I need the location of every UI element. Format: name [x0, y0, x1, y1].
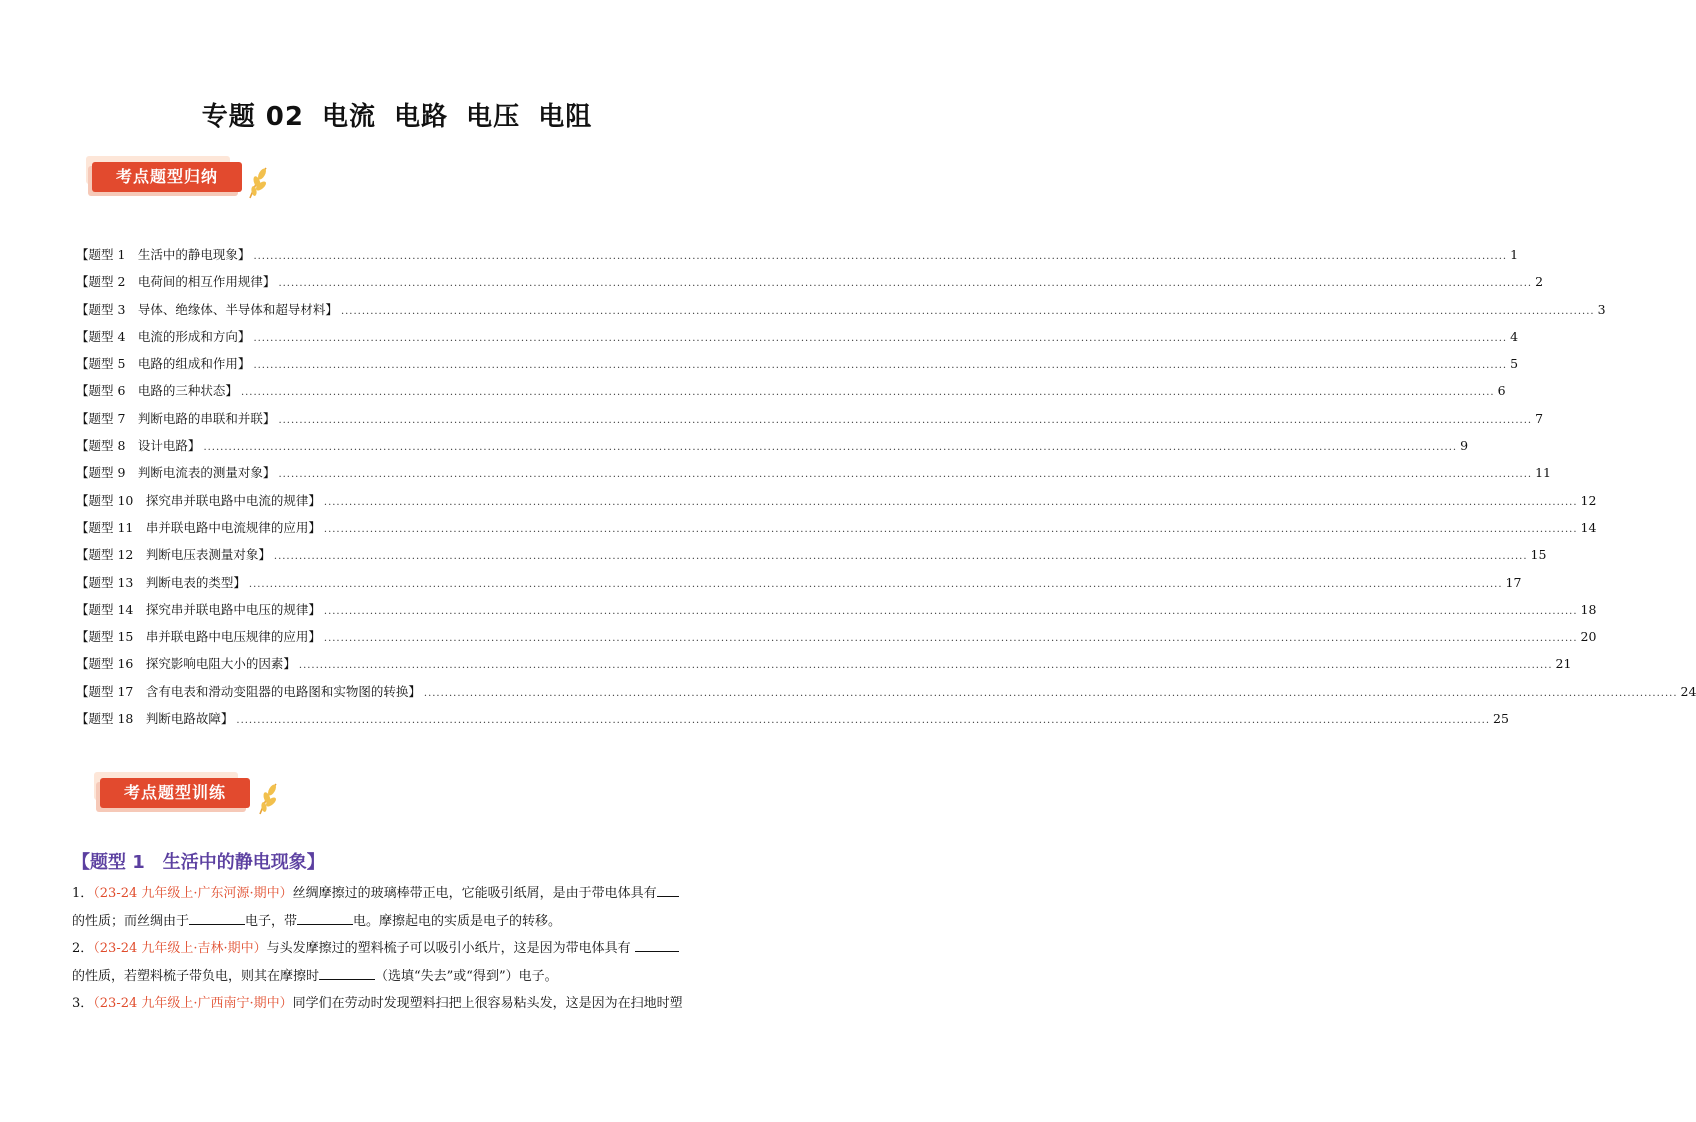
toc-leader-dots: ............................................................................................................................................................................................................................................................................................................	[248, 578, 1503, 590]
question-text: 的性质，若塑料梳子带负电，则其在摩擦时	[72, 969, 320, 984]
toc-entry-page: 14	[1580, 519, 1597, 535]
question-source: （23-24 九年级上·广西南宁·期中）	[93, 996, 293, 1011]
toc-entry[interactable]	[76, 623, 1597, 650]
toc-leader-dots: ............................................................................................................................................................................................................................................................................................................	[423, 687, 1678, 699]
toc-entry-label: 【题型 15 串并联电路中电压规律的应用】	[76, 629, 321, 645]
question-3	[72, 990, 722, 1018]
toc-entry-page: 12	[1580, 492, 1597, 508]
question-text: 与头发摩擦过的塑料梳子可以吸引小纸片，这是因为带电体具有	[266, 941, 631, 956]
title-word-resistance: 电阻	[538, 102, 593, 132]
wheat-leaf-icon	[246, 164, 270, 200]
toc-entry-page: 24	[1680, 683, 1696, 699]
question-number: 1．	[72, 886, 94, 901]
toc-entry-page: 1	[1510, 247, 1519, 262]
toc-entry-label: 【题型 6 电路的三种状态】	[76, 383, 238, 399]
question-text: （选填“失去”或“得到”）电子。	[375, 969, 558, 984]
toc-entry-page: 15	[1530, 547, 1547, 563]
toc-entry-label: 【题型 17 含有电表和滑动变阻器的电路图和实物图的转换】	[76, 683, 421, 699]
toc-entry-label: 【题型 13 判断电表的类型】	[76, 574, 246, 590]
toc-entry[interactable]	[76, 241, 1519, 268]
toc-entry[interactable]	[76, 514, 1597, 541]
toc-leader-dots: ............................................................................................................................................................................................................................................................................................................	[240, 387, 1495, 399]
toc-entry[interactable]	[76, 405, 1544, 432]
toc-leader-dots: ............................................................................................................................................................................................................................................................................................................	[278, 278, 1533, 290]
toc-entry-label: 【题型 7 判断电路的串联和并联】	[76, 410, 276, 426]
toc-leader-dots: ............................................................................................................................................................................................................................................................................................................	[323, 523, 1578, 535]
toc-leader-dots: ............................................................................................................................................................................................................................................................................................................	[323, 605, 1578, 617]
question-number: 2．	[72, 941, 94, 956]
toc-entry-page: 7	[1535, 410, 1544, 426]
question-source: （23-24 九年级上·吉林·期中）	[93, 941, 267, 956]
toc-leader-dots: ............................................................................................................................................................................................................................................................................................................	[273, 551, 1528, 563]
toc-entry[interactable]	[76, 705, 1509, 732]
answer-blank[interactable]	[189, 910, 245, 925]
toc-leader-dots: ............................................................................................................................................................................................................................................................................................................	[278, 469, 1533, 481]
toc-entry[interactable]	[76, 377, 1506, 404]
toc-entry[interactable]	[76, 323, 1519, 350]
title-prefix: 专题 02	[201, 102, 304, 132]
toc-entry-page: 2	[1535, 274, 1544, 290]
toc-entry[interactable]	[76, 487, 1597, 514]
summary-banner-text: 考点题型归纳	[115, 167, 218, 186]
toc-leader-dots: ............................................................................................................................................................................................................................................................................................................	[323, 496, 1578, 508]
toc-entry-page: 11	[1535, 465, 1551, 481]
toc-entry-page: 3	[1597, 301, 1606, 317]
table-of-contents	[76, 241, 1696, 732]
toc-entry[interactable]	[76, 432, 1469, 459]
question-text: 的性质；而丝绸由于	[72, 914, 190, 929]
toc-entry-page: 9	[1460, 438, 1469, 454]
toc-entry-label: 【题型 11 串并联电路中电流规律的应用】	[76, 519, 321, 535]
toc-entry[interactable]	[76, 569, 1522, 596]
toc-leader-dots: ............................................................................................................................................................................................................................................................................................................	[278, 414, 1533, 426]
question-source: （23-24 九年级上·广东河源·期中）	[93, 886, 293, 901]
toc-entry[interactable]	[76, 268, 1544, 295]
toc-entry[interactable]	[76, 596, 1597, 623]
toc-leader-dots: ............................................................................................................................................................................................................................................................................................................	[323, 633, 1578, 645]
toc-entry-label: 【题型 8 设计电路】	[76, 438, 201, 454]
title-word-voltage: 电压	[466, 102, 521, 132]
toc-leader-dots: ............................................................................................................................................................................................................................................................................................................	[236, 715, 1491, 727]
toc-entry-page: 17	[1505, 574, 1522, 590]
toc-entry-label: 【题型 12 判断电压表测量对象】	[76, 547, 271, 563]
toc-entry-label: 【题型 4 电流的形成和方向】	[76, 328, 251, 344]
toc-entry-page: 21	[1555, 656, 1572, 672]
toc-leader-dots: ............................................................................................................................................................................................................................................................................................................	[298, 660, 1553, 672]
question-text: 丝绸摩擦过的玻璃棒带正电，它能吸引纸屑，是由于带电体具有	[292, 886, 657, 901]
toc-entry-label: 【题型 1 生活中的静电现象】	[76, 247, 251, 262]
toc-entry[interactable]	[76, 296, 1606, 323]
toc-entry-label: 【题型 2 电荷间的相互作用规律】	[76, 274, 276, 290]
answer-blank[interactable]	[635, 937, 679, 952]
training-banner-text: 考点题型训练	[123, 783, 226, 802]
question-text: 同学们在劳动时发现塑料扫把上很容易粘头发，这是因为在扫地时塑	[292, 996, 683, 1011]
question-text: 电子，带	[245, 914, 298, 929]
toc-entry-label: 【题型 16 探究影响电阻大小的因素】	[76, 656, 296, 672]
summary-banner	[92, 156, 242, 192]
toc-entry-label: 【题型 9 判断电流表的测量对象】	[76, 465, 276, 481]
answer-blank[interactable]	[319, 965, 375, 980]
toc-entry-page: 25	[1493, 711, 1509, 727]
toc-entry-label: 【题型 10 探究串并联电路中电流的规律】	[76, 492, 321, 508]
toc-entry-label: 【题型 5 电路的组成和作用】	[76, 356, 251, 372]
wheat-leaf-icon	[256, 780, 280, 816]
title-word-circuit: 电路	[394, 102, 449, 132]
question-text: 电。摩擦起电的实质是电子的转移。	[353, 914, 562, 929]
toc-leader-dots: ............................................................................................................................................................................................................................................................................................................	[253, 332, 1508, 344]
toc-leader-dots: ............................................................................................................................................................................................................................................................................................................	[253, 360, 1508, 372]
question-number: 3．	[72, 996, 94, 1011]
page-title	[0, 96, 794, 133]
toc-entry-label: 【题型 14 探究串并联电路中电压的规律】	[76, 601, 321, 617]
toc-entry[interactable]	[76, 350, 1519, 377]
toc-entry[interactable]	[76, 459, 1551, 486]
title-word-current: 电流	[322, 102, 377, 132]
toc-entry-page: 4	[1510, 328, 1519, 344]
toc-entry[interactable]	[76, 678, 1696, 705]
answer-blank[interactable]	[657, 882, 679, 897]
answer-blank[interactable]	[297, 910, 353, 925]
toc-entry[interactable]	[76, 650, 1572, 677]
toc-leader-dots: ............................................................................................................................................................................................................................................................................................................	[340, 305, 1595, 317]
toc-leader-dots: ............................................................................................................................................................................................................................................................................................................	[203, 442, 1458, 454]
toc-entry-page: 5	[1510, 356, 1519, 372]
toc-entry-label: 【题型 18 判断电路故障】	[76, 711, 234, 727]
section-heading: 【题型 1 生活中的静电现象】	[72, 852, 325, 873]
toc-entry[interactable]	[76, 541, 1547, 568]
question-2	[72, 935, 722, 991]
toc-entry-label: 【题型 3 导体、绝缘体、半导体和超导材料】	[76, 301, 338, 317]
question-1	[72, 880, 722, 936]
toc-leader-dots: ............................................................................................................................................................................................................................................................................................................	[253, 251, 1508, 262]
toc-entry-page: 6	[1497, 383, 1506, 399]
toc-entry-page: 20	[1580, 629, 1597, 645]
training-banner	[100, 772, 250, 808]
toc-entry-page: 18	[1580, 601, 1597, 617]
